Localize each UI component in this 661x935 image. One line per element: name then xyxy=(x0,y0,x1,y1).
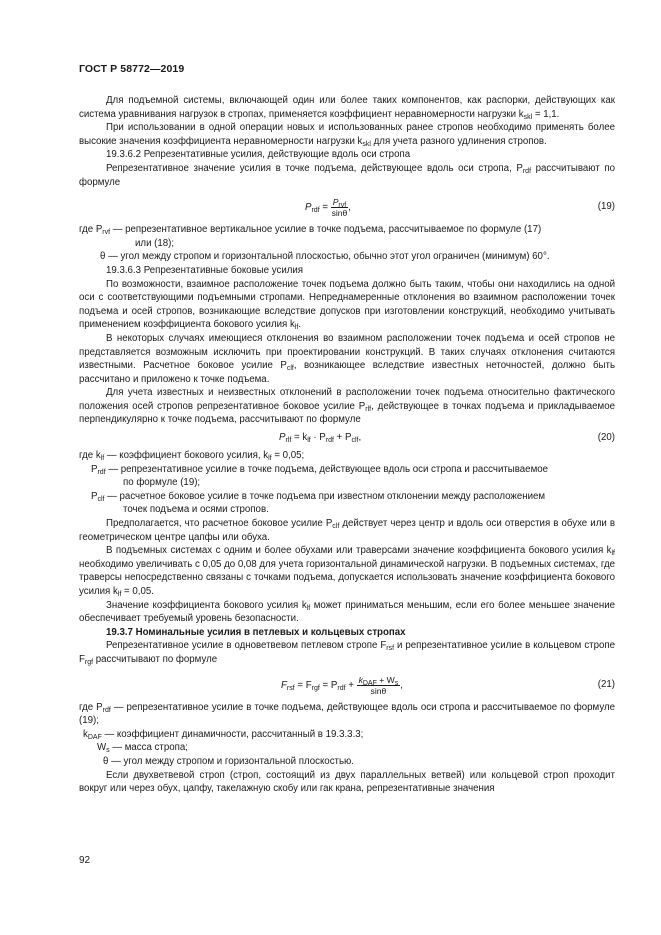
paragraph: Репрезентативное значение усилия в точке подъема, действующее вдоль оси стропа, $P_{rdf}$ рассчитывают по формуле xyxy=(79,162,616,188)
document-header: ГОСТ Р 58772—2019 xyxy=(79,63,185,75)
formula-number: (20) xyxy=(597,432,615,444)
paragraph: Предполагается, что расчетное боковое усилие $P_{clf}$ действует через центр и вдоль оси отверстия в обухе или в геометрическом центре цапфы или обуха. xyxy=(79,518,615,543)
section-heading-19-3-6-2: 19.3.6.2 Репрезентативные усилия, действующие вдоль оси стропа xyxy=(106,149,411,161)
formula-legend: где $P_{rdf}$ — репрезентативное усилие в точке подъема, действующее вдоль оси стропа и рассчитываемое по формуле (19); $k_{DAF}$ — коэффициент динамичности, рассчитанный в 19.3.3.3; $W_s$ — масса стропа; θ — угол между стропом и горизонтальной плоскостью. xyxy=(79,701,615,767)
paragraph: По возможности, взаимное расположение точек подъема должно быть таким, чтобы они находились на одной оси с соответствующими подъемными стропами. Непреднамеренные отклонения во взаимном расположении точек подъема и осей стропов, возникающие вследствие допусков при изготовлении конструкций, необходимо учитывать применением коэффициента бокового усилия $k_{lf}$. xyxy=(79,278,615,332)
page-body xyxy=(79,94,615,796)
formula-20: $P_{rlf} = k_{lf} \cdot P_{rdf} + P_{clf}$, (20) xyxy=(279,432,615,445)
formula-19: $P_{rdf}$ = $\frac{P_{rvf}}{\sin\theta}$ , (19) xyxy=(305,197,615,219)
paragraph: Для учета известных и неизвестных отклонений в расположении точек подъема относительно фактического положения осей стропов репрезентативное боковое усилие $P_{rlf}$, действующее в точках подъема и прикладываемое перпендикулярно к точке подъема, рассчитывают по формуле xyxy=(79,387,615,426)
paragraph: Значение коэффициента бокового усилия $k_{lf}$ может приниматься меньшим, если его более меньшее значение обеспечивает требуемый уровень безопасности. xyxy=(79,599,615,625)
formula-number: (19) xyxy=(597,201,615,213)
paragraph: При использовании в одной операции новых и использованных ранее стропов необходимо применять более высокие значения коэффициента неравномерности нагрузки $k_{skl}$ для учета разного удлинения стропов. xyxy=(79,122,615,148)
paragraph: В подъемных системах с одним и более обухами или траверсами значение коэффициента бокового усилия $k_{lf}$ необходимо увеличивать с 0,05 до 0,08 для учета горизонтальной динамической нагрузки. В подъемных системах, где траверсы непосредственно связаны с точками подъема, допускается использовать значение коэффициента бокового усилия $k_{lf} = 0,05$. xyxy=(79,545,615,598)
formula-number: (21) xyxy=(597,678,615,690)
formula-21: $F_{rsf} = F_{rgf} = P_{rdf}$ + $\frac{k_{DAF} + W_s}{\sin\theta}$ , (21) xyxy=(281,674,615,696)
formula-legend: где $k_{lf}$ — коэффициент бокового усилия, $k_{lf} = 0,05$; $P_{rdf}$ — репрезентативное усилие в точке подъема, действующее вдоль оси стропа и рассчитываемое по формуле (19); $P_{clf}$ — расчетное боковое усилие в точке подъема при известном отклонении между расположением точек подъема и осями стропов. xyxy=(79,450,548,516)
page-number: 92 xyxy=(79,855,91,866)
section-heading-19-3-6-3: 19.3.6.3 Репрезентативные боковые усилия xyxy=(106,264,304,276)
paragraph: В некоторых случаях имеющиеся отклонения во взаимном расположении точек подъема и осей стропов не представляется возможным исключить при проектировании конструкций. В таких случаях отклонения считаются известными. Расчетное боковое усилие $P_{clf}$, возникающее вследствие известных неточностей, должно быть рассчитано и приложено к точке подъема. xyxy=(79,332,616,385)
paragraph: Если двухветвевой строп (строп, состоящий из двух параллельных ветвей) или кольцевой строп проходит вокруг или через обух, цапфу, такелажную скобу или гак крана, репрезентативные значения xyxy=(79,769,615,795)
formula-legend: где $P_{rvf}$ — репрезентативное вертикальное усилие в точке подъема, рассчитываемое по формуле (17) или (18); θ — угол между стропом и горизонтальной плоскостью, обычно этот угол ограничен (минимум) 60°. xyxy=(79,224,550,263)
paragraph: Для подъемной системы, включающей один или более таких компонентов, как распорки, действующих как система уравнивания нагрузок в стропах, применяется коэффициент неравномерности нагрузки $k_{skl} = 1,1$. xyxy=(79,95,615,121)
paragraph: Репрезентативное усилие в одноветвевом петлевом стропе $F_{rsf}$ и репрезентативное усилие в кольцевом стропе $F_{rgf}$ рассчитывают по формуле xyxy=(79,640,616,666)
section-heading-19-3-7: 19.3.7 Номинальные усилия в петлевых и кольцевых стропах xyxy=(106,626,406,638)
